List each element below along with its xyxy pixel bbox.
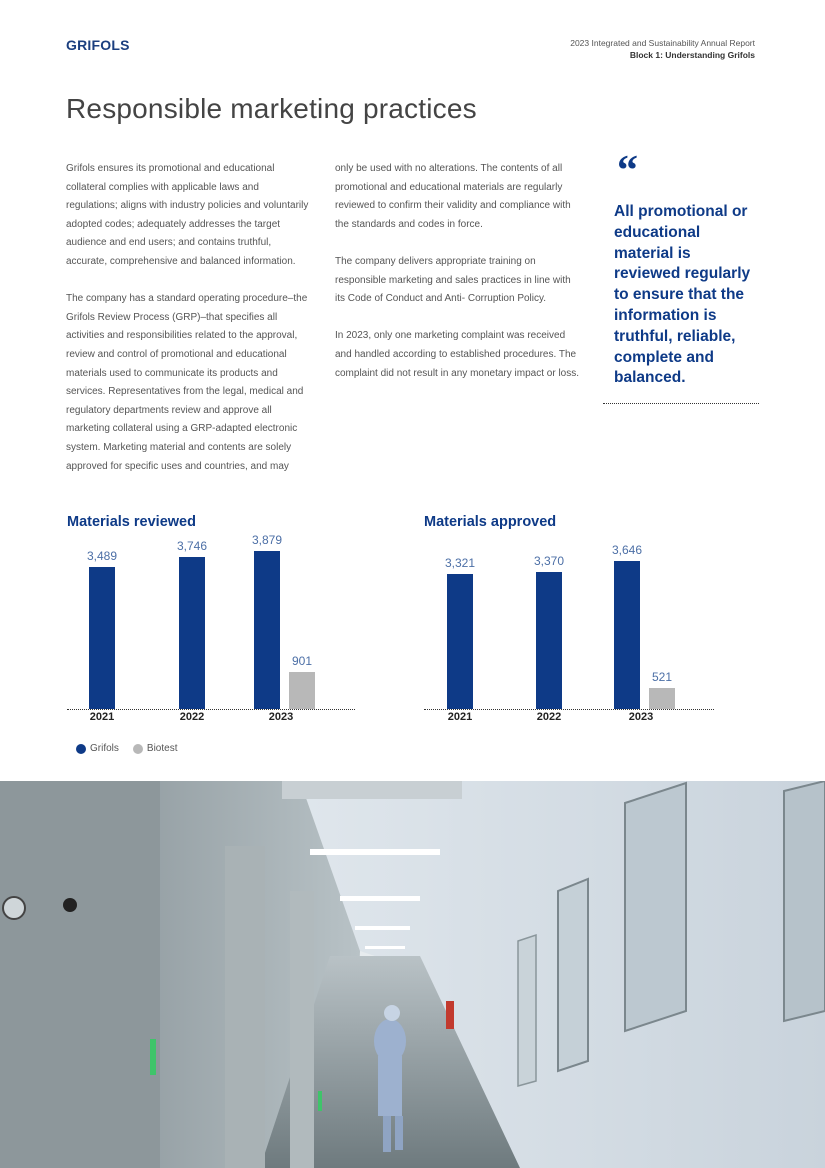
legend-label-grifols: Grifols xyxy=(90,743,119,754)
cleanroom-illustration xyxy=(0,781,825,1168)
chart-title-approved: Materials approved xyxy=(424,514,557,530)
x-tick-label-2022: 2022 xyxy=(179,711,205,723)
chart-legend xyxy=(76,743,191,754)
grifols-logo: GRIFOLS xyxy=(66,37,130,53)
legend-item-biotest xyxy=(133,743,178,754)
x-tick-label-2021: 2021 xyxy=(89,711,115,723)
cleanroom-photo xyxy=(0,781,825,1168)
legend-swatch-grifols xyxy=(76,744,86,754)
data-label-grifols-2022: 3,746 xyxy=(176,538,208,553)
legend-label-biotest: Biotest xyxy=(146,743,178,754)
x-tick-label-2023: 2023 xyxy=(628,711,654,723)
paragraph: The company has a standard operating procedure–the Grifols Review Process (GRP)–that specifies all activities and responsibilities related to the approval, review and control of promotional and educational materials used to communicate its products and services. Representatives from the legal, medical and regulatory departments review and approve all marketing collateral using a GRP-adapted electronic system. Marketing material and contents are solely approved for specific uses and countries, and may xyxy=(66,293,308,472)
paragraph: Grifols ensures its promotional and educational collateral complies with applicable laws and regulations; aligns with industry policies and voluntarily adopted codes; adequately addresses the target audience and end users; and contains truthful, accurate, comprehensive and balanced information. xyxy=(66,163,309,267)
bar-grifols-2022 xyxy=(179,557,205,709)
data-label-grifols-2021: 3,321 xyxy=(444,555,476,570)
chart-materials-approved xyxy=(424,530,714,723)
bar-grifols-2023 xyxy=(254,551,280,709)
report-title: 2023 Integrated and Sustainability Annual Report xyxy=(570,38,755,48)
data-label-biotest-2023: 901 xyxy=(291,654,313,669)
bar-grifols-2021 xyxy=(89,567,115,709)
chart-baseline xyxy=(67,709,355,710)
data-label-grifols-2023: 3,646 xyxy=(611,542,643,557)
paragraph: In 2023, only one marketing complaint was received and handled according to established procedures. The complaint did not result in any monetary impact or loss. xyxy=(335,330,579,379)
bar-grifols-2021 xyxy=(447,574,473,709)
data-label-grifols-2023: 3,879 xyxy=(251,533,283,548)
x-tick-label-2021: 2021 xyxy=(447,711,473,723)
chart-materials-reviewed xyxy=(67,530,355,723)
x-tick-label-2023: 2023 xyxy=(268,711,294,723)
data-label-grifols-2021: 3,489 xyxy=(86,549,118,564)
pull-quote: All promotional or educational material is reviewed regularly to ensure that the information is truthful, reliable, complete and balanced. xyxy=(614,203,751,387)
body-column-1 xyxy=(66,160,312,495)
page-title: Responsible marketing practices xyxy=(66,93,477,124)
block-label: Block 1: Understanding Grifols xyxy=(629,50,755,60)
body-column-2 xyxy=(335,160,583,402)
x-tick-label-2022: 2022 xyxy=(536,711,562,723)
report-header xyxy=(570,37,755,61)
bar-biotest-2023 xyxy=(289,672,315,709)
bar-grifols-2022 xyxy=(536,572,562,709)
paragraph: The company delivers appropriate training on responsible marketing and sales practices in line with its Code of Conduct and Anti- Corruption Policy. xyxy=(335,255,571,305)
bar-biotest-2023 xyxy=(649,688,675,709)
data-label-biotest-2023: 521 xyxy=(651,669,673,684)
chart-title-reviewed: Materials reviewed xyxy=(67,514,196,530)
legend-swatch-biotest xyxy=(133,744,143,754)
paragraph: only be used with no alterations. The contents of all promotional and educational materials are regularly reviewed to confirm their validity and compliance with the standards and codes in force. xyxy=(335,163,571,230)
quote-divider xyxy=(603,403,759,404)
data-label-grifols-2022: 3,370 xyxy=(533,553,565,568)
chart-baseline xyxy=(424,709,714,710)
legend-item-grifols xyxy=(76,743,119,754)
bar-grifols-2023 xyxy=(614,561,640,709)
quote-mark-icon: “ xyxy=(617,148,638,194)
